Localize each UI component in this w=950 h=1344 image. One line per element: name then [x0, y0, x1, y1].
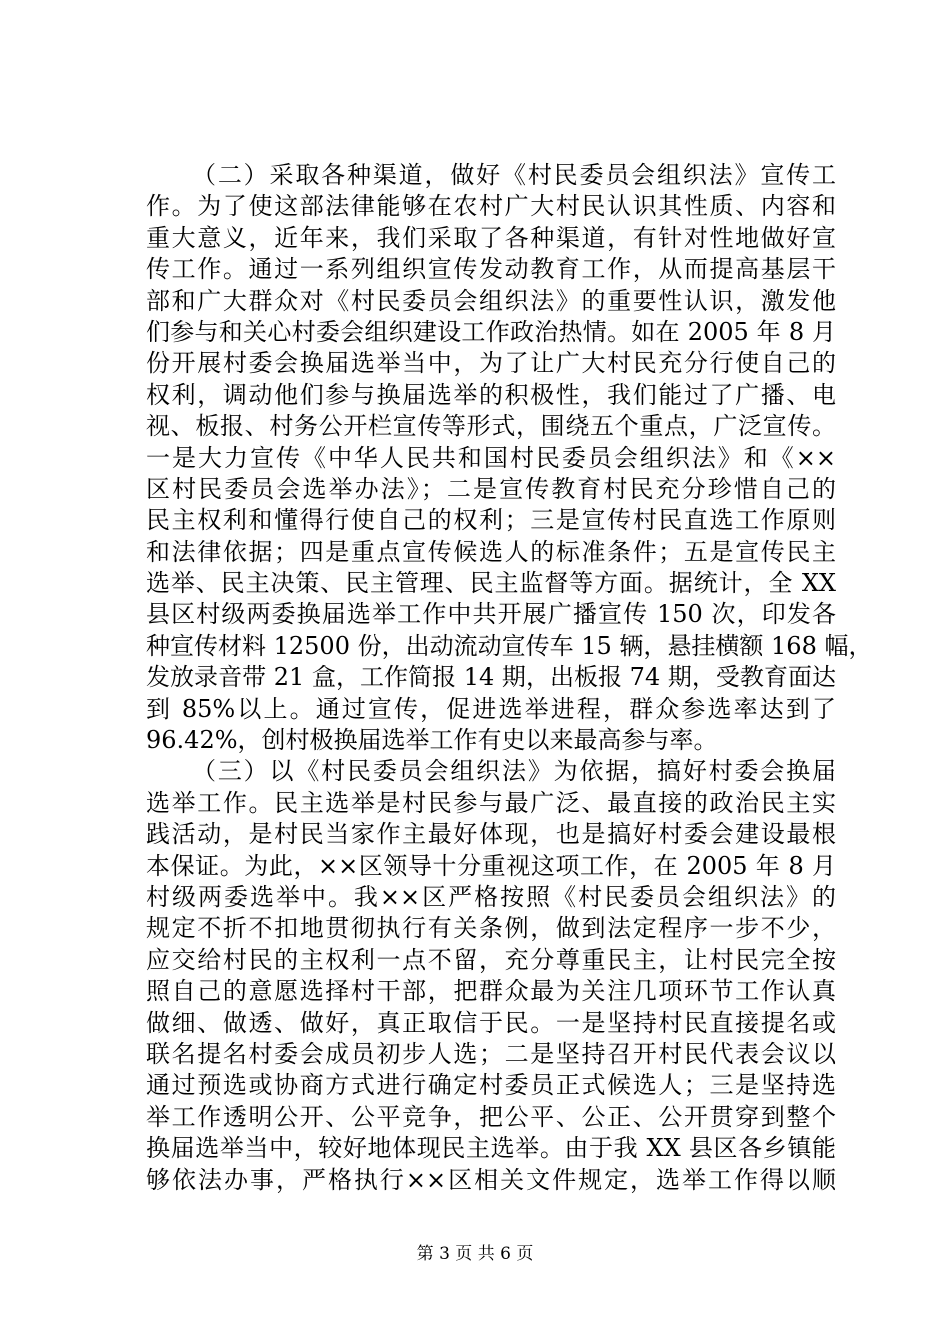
text-line: 和法律依据；四是重点宣传候选人的标准条件；五是宣传民主 — [146, 537, 836, 566]
text-line: 种宣传材料 12500 份，出动流动宣传车 15 辆，悬挂横额 168 幅， — [146, 631, 873, 660]
text-line: 作。为了使这部法律能够在农村广大村民认识其性质、内容和 — [146, 192, 836, 221]
text-line: 视、板报、村务公开栏宣传等形式，围绕五个重点，广泛宣传。 — [146, 412, 836, 441]
paragraph-election — [146, 756, 836, 1195]
text-line: 权利，调动他们参与换届选举的积极性，我们能过了广播、电 — [146, 380, 836, 409]
page-footer: 第 3 页 共 6 页 — [416, 1244, 534, 1264]
text-line: 践活动，是村民当家作主最好体现，也是搞好村委会建设最根 — [146, 820, 836, 849]
text-line: 举工作透明公开、公平竞争，把公平、公正、公开贯穿到整个 — [146, 1102, 836, 1131]
text-line: 规定不折不扣地贯彻执行有关条例，做到法定程序一步不少， — [146, 914, 836, 943]
document-body — [146, 160, 873, 1196]
text-line: 本保证。为此，××区领导十分重视这项工作，在 2005 年 8 月 — [146, 851, 836, 880]
text-line: 份开展村委会换届选举当中，为了让广大村民充分行使自己的 — [146, 349, 836, 378]
text-line: 县区村级两委换届选举工作中共开展广播宣传 150 次，印发各 — [146, 600, 836, 629]
text-line: 传工作。通过一系列组织宣传发动教育工作，从而提高基层干 — [146, 255, 836, 284]
text-line: 换届选举当中，较好地体现民主选举。由于我 XX 县区各乡镇能 — [146, 1134, 836, 1163]
text-line: 发放录音带 21 盒，工作简报 14 期，出板报 74 期，受教育面达 — [146, 663, 836, 692]
text-line: 村级两委选举中。我××区严格按照《村民委员会组织法》的 — [146, 882, 836, 911]
text-line: （三）以《村民委员会组织法》为依据，搞好村委会换届 — [192, 757, 836, 786]
text-line: 联名提名村委会成员初步人选；二是坚持召开村民代表会议以 — [146, 1039, 836, 1068]
text-line: 96.42%，创村极换届选举工作有史以来最高参与率。 — [146, 726, 718, 755]
text-line: 区村民委员会选举办法》；二是宣传教育村民充分珍惜自己的 — [146, 474, 836, 503]
text-line: （二）采取各种渠道，做好《村民委员会组织法》宣传工 — [192, 161, 836, 189]
text-line: 选举工作。民主选举是村民参与最广泛、最直接的政治民主实 — [146, 788, 836, 817]
text-line: 民主权利和懂得行使自己的权利；三是宣传村民直选工作原则 — [146, 506, 836, 535]
text-line: 照自己的意愿选择村干部，把群众最为关注几项环节工作认真 — [146, 977, 836, 1006]
text-line: 选举、民主决策、民主管理、民主监督等方面。据统计，全 XX — [146, 569, 836, 598]
text-line: 通过预选或协商方式进行确定村委员正式候选人；三是坚持选 — [146, 1071, 836, 1100]
text-line: 一是大力宣传《中华人民共和国村民委员会组织法》和《×× — [146, 443, 836, 472]
text-line: 做细、做透、做好，真正取信于民。一是坚持村民直接提名或 — [146, 1008, 836, 1037]
text-line: 到 85%以上。通过宣传，促进选举进程，群众参选率达到了 — [146, 694, 836, 723]
paragraph-publicity — [146, 160, 873, 756]
text-line: 重大意义，近年来，我们采取了各种渠道，有针对性地做好宣 — [146, 223, 836, 252]
text-line: 部和广大群众对《村民委员会组织法》的重要性认识，激发他 — [146, 286, 836, 315]
text-line: 们参与和关心村委会组织建设工作政治热情。如在 2005 年 8 月 — [146, 317, 836, 346]
text-line: 够依法办事，严格执行××区相关文件规定，选举工作得以顺 — [146, 1165, 836, 1194]
text-line: 应交给村民的主权利一点不留，充分尊重民主，让村民完全按 — [146, 945, 836, 974]
